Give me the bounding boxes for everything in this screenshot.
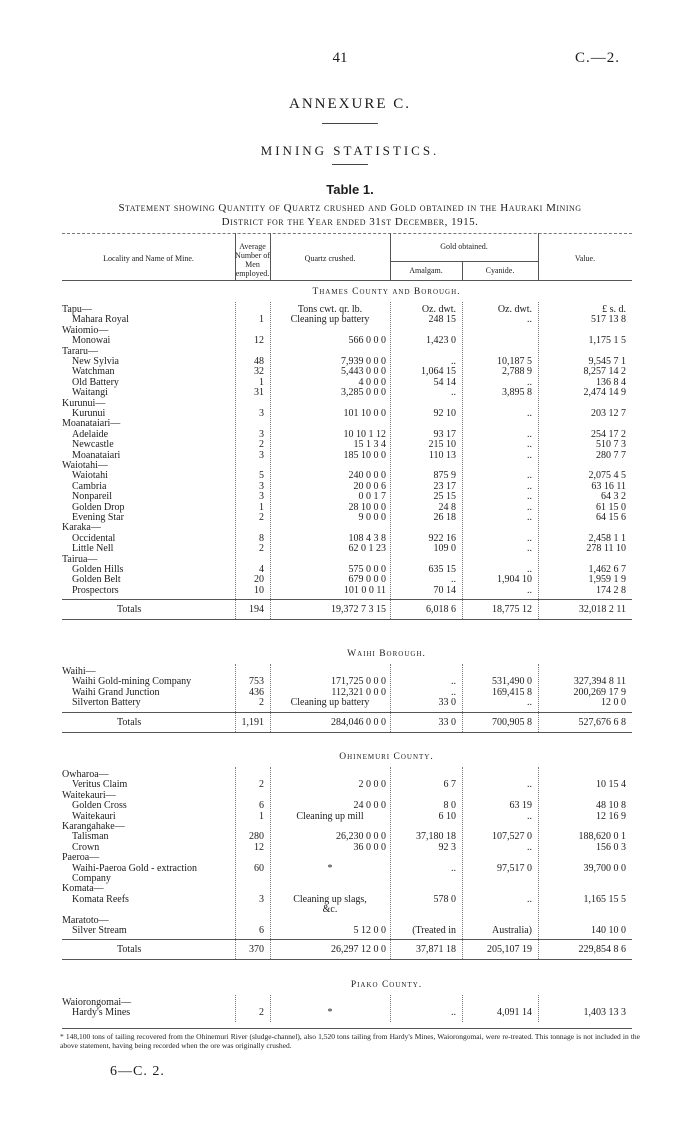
gold-cyanide: .. xyxy=(527,480,532,492)
quartz-crushed: 108 4 3 8 xyxy=(348,532,386,544)
gold-amalgam: .. xyxy=(451,862,456,874)
men-employed: 6 xyxy=(259,925,264,936)
table-rule xyxy=(62,599,632,600)
men-employed: 48 xyxy=(254,356,264,367)
page-number: 41 xyxy=(332,50,348,66)
gold-amalgam: 70 14 xyxy=(433,584,456,596)
gold-cyanide: Australia) xyxy=(492,925,532,936)
value: 140 10 0 xyxy=(591,925,626,936)
locality-group: Tapu— xyxy=(62,304,92,315)
men-employed: 1 xyxy=(259,376,264,388)
quartz-crushed: 26,230 0 0 0 xyxy=(336,831,386,843)
men-employed: 5 xyxy=(259,470,264,482)
gold-amalgam: 92 10 xyxy=(433,408,456,419)
totals-label: Totals xyxy=(117,944,142,956)
table-title-line-2: District for the Year ended 31st December, 1915. xyxy=(221,216,479,228)
quartz-crushed: 2 0 0 0 xyxy=(358,779,386,791)
value: 510 7 3 xyxy=(596,439,626,451)
table-rule xyxy=(62,712,632,713)
totals-quartz: 284,046 0 0 0 xyxy=(331,716,386,728)
annexure-heading: ANNEXURE C. xyxy=(289,96,411,112)
men-employed: 1 xyxy=(259,314,264,326)
unit-value: £ s. d. xyxy=(602,304,626,315)
value: 9,545 7 1 xyxy=(588,356,626,367)
column-rule xyxy=(235,995,237,1022)
value: 280 7 7 xyxy=(596,449,626,461)
gold-amalgam: .. xyxy=(451,387,456,399)
men-employed: 12 xyxy=(254,841,264,853)
gold-cyanide: .. xyxy=(527,779,532,791)
men-employed: 3 xyxy=(259,480,264,492)
section-title: Waihi Borough. xyxy=(347,649,426,659)
value: 2,474 14 9 xyxy=(583,387,626,399)
gold-cyanide: .. xyxy=(527,376,532,388)
value: 63 16 11 xyxy=(591,480,626,492)
value: 64 3 2 xyxy=(601,491,626,503)
value: 39,700 0 0 xyxy=(583,862,626,874)
section-title: Piako County. xyxy=(350,980,423,990)
table-rule xyxy=(62,939,632,940)
column-rule xyxy=(270,767,272,959)
totals-label: Totals xyxy=(117,716,142,728)
value: 174 2 8 xyxy=(596,584,626,596)
quartz-crushed: 101 0 0 11 xyxy=(343,584,386,596)
column-rule xyxy=(390,302,392,619)
quartz-crushed: 240 0 0 0 xyxy=(348,470,386,482)
gold-cyanide: .. xyxy=(527,408,532,419)
footer-reference: 6—C. 2. xyxy=(110,1064,165,1079)
men-employed: 753 xyxy=(249,676,264,688)
men-employed: 4 xyxy=(259,564,264,575)
gold-amalgam: .. xyxy=(451,1007,456,1019)
men-employed: 2 xyxy=(259,512,264,523)
locality-group: Waiorongomai— xyxy=(62,997,132,1008)
column-rule xyxy=(462,302,464,619)
gold-cyanide: .. xyxy=(527,314,532,326)
mine-name: Hardy's Mines xyxy=(72,1007,131,1019)
mine-name: Moanataiari xyxy=(72,449,121,461)
locality-group: Waihi— xyxy=(62,666,96,677)
men-employed: 2 xyxy=(259,439,264,451)
column-rule xyxy=(270,302,272,619)
totals-men: 370 xyxy=(249,944,264,956)
quartz-crushed: 28 10 0 0 xyxy=(348,501,386,513)
men-employed: 8 xyxy=(259,532,264,544)
gold-amalgam: .. xyxy=(451,574,456,586)
header-locality: Locality and Name of Mine. xyxy=(103,254,194,263)
gold-amalgam: 26 18 xyxy=(433,512,456,523)
mine-name: Newcastle xyxy=(72,439,114,451)
mine-name: Little Nell xyxy=(72,543,114,555)
gold-cyanide: .. xyxy=(527,439,532,451)
men-employed: 31 xyxy=(254,387,264,399)
quartz-crushed: 0 0 1 7 xyxy=(358,491,386,503)
column-rule xyxy=(235,302,237,619)
mine-name: Silverton Battery xyxy=(72,697,141,709)
locality-group: Waitekauri— xyxy=(62,789,116,801)
men-employed: 2 xyxy=(259,697,264,709)
mine-name: Talisman xyxy=(72,831,109,843)
totals-quartz: 19,372 7 3 15 xyxy=(331,604,386,616)
mine-name: Mahara Royal xyxy=(72,314,129,326)
gold-amalgam: 578 0 xyxy=(433,893,456,905)
header-value: Value. xyxy=(574,254,596,263)
gold-amalgam: 1,064 15 xyxy=(421,366,456,378)
value: 203 12 7 xyxy=(591,408,626,419)
quartz-crushed: 10 10 1 12 xyxy=(343,428,386,440)
column-rule xyxy=(390,995,392,1022)
quartz-crushed: 101 10 0 0 xyxy=(343,408,386,419)
gold-cyanide: .. xyxy=(527,428,532,440)
men-employed: 2 xyxy=(259,779,264,791)
locality-group: Kurunui— xyxy=(62,397,106,409)
footnote: * 148,100 tons of tailing recovered from the Ohinemuri River (sludge-channel), also 1,520 tons tailing from Hardy's Mines, Waiorongomai, were re-treated. This tonnage is not included in the above statement, having being recorded when the ore was originally crushed. xyxy=(60,1032,640,1050)
header-men-line: Men xyxy=(245,260,260,269)
value: 1,403 13 3 xyxy=(583,1007,626,1019)
column-rule xyxy=(270,664,272,732)
men-employed: 3 xyxy=(259,449,264,461)
column-rule xyxy=(270,995,272,1022)
column-rule xyxy=(462,995,464,1022)
unit-amalgam: Oz. dwt. xyxy=(421,304,456,315)
gold-amalgam: .. xyxy=(451,686,456,698)
mine-name: Golden Drop xyxy=(72,501,125,513)
gold-cyanide: 97,517 0 xyxy=(497,862,532,874)
men-employed: 12 xyxy=(254,335,264,347)
locality-group: Komata— xyxy=(62,883,104,895)
gold-cyanide: 2,788 9 xyxy=(502,366,532,378)
gold-cyanide: .. xyxy=(527,564,532,575)
totals-men: 1,191 xyxy=(241,716,264,728)
gold-amalgam: 1,423 0 xyxy=(426,335,456,347)
gold-cyanide: .. xyxy=(527,810,532,822)
totals-men: 194 xyxy=(249,604,264,616)
mine-name: Kurunui xyxy=(72,408,106,419)
mine-name: Waihi Gold-mining Company xyxy=(72,676,192,688)
quartz-crushed: 679 0 0 0 xyxy=(348,574,386,586)
column-rule xyxy=(462,767,464,959)
gold-cyanide: 3,895 8 xyxy=(502,387,532,399)
locality-group: Waiotahi— xyxy=(62,460,108,471)
gold-amalgam: 23 17 xyxy=(433,480,456,492)
value: 517 13 8 xyxy=(591,314,626,326)
quartz-crushed: &c. xyxy=(322,904,338,916)
gold-amalgam: 6 10 xyxy=(438,810,456,822)
men-employed: 3 xyxy=(259,491,264,503)
column-rule xyxy=(538,302,540,619)
value: 188,620 0 1 xyxy=(578,831,626,843)
header-quartz: Quartz crushed. xyxy=(304,254,356,263)
quartz-crushed: Cleaning up battery xyxy=(290,697,370,709)
value: 12 0 0 xyxy=(601,697,626,709)
table-rule xyxy=(390,261,538,262)
quartz-crushed: 5,443 0 0 0 xyxy=(341,366,386,378)
locality-group: Owharoa— xyxy=(62,769,109,780)
value: 10 15 4 xyxy=(596,779,626,791)
mine-name: Prospectors xyxy=(72,584,119,596)
mine-name: Company xyxy=(72,873,111,884)
gold-amalgam: 215 10 xyxy=(428,439,456,451)
mine-name: New Sylvia xyxy=(72,356,119,367)
gold-amalgam: 248 15 xyxy=(428,314,456,326)
value: 1,462 6 7 xyxy=(588,564,626,575)
quartz-crushed: 3,285 0 0 0 xyxy=(341,387,386,399)
gold-amalgam: .. xyxy=(451,356,456,367)
value: 254 17 2 xyxy=(591,428,626,440)
mine-name: Watchman xyxy=(72,366,115,378)
totals-cyanide: 700,905 8 xyxy=(492,716,532,728)
totals-amalgam: 6,018 6 xyxy=(426,604,456,616)
value: 8,257 14 2 xyxy=(583,366,626,378)
totals-amalgam: 37,871 18 xyxy=(416,944,456,956)
gold-amalgam: 8 0 xyxy=(443,800,456,812)
value: 156 0 3 xyxy=(596,841,626,853)
gold-cyanide: .. xyxy=(527,449,532,461)
locality-group: Paeroa— xyxy=(62,852,100,864)
quartz-crushed: 171,725 0 0 0 xyxy=(331,676,386,688)
locality-group: Tairua— xyxy=(62,553,98,565)
gold-amalgam: 37,180 18 xyxy=(416,831,456,843)
header-men-line: Number of xyxy=(235,251,270,260)
quartz-crushed: Cleaning up slags, xyxy=(293,893,367,905)
header-men-employed xyxy=(235,242,270,278)
mine-name: Old Battery xyxy=(72,376,119,388)
gold-cyanide: .. xyxy=(527,512,532,523)
value: 1,175 1 5 xyxy=(588,335,626,347)
table-rule xyxy=(62,732,632,733)
value: 61 15 0 xyxy=(596,501,626,513)
mine-name: Golden Cross xyxy=(72,800,127,812)
table-title-line-1: Statement showing Quantity of Quartz crushed and Gold obtained in the Hauraki Mining xyxy=(118,202,582,214)
men-employed: 2 xyxy=(259,543,264,555)
totals-label: Totals xyxy=(117,604,142,616)
value: 1,165 15 5 xyxy=(583,893,626,905)
value: 48 10 8 xyxy=(596,800,626,812)
mine-name: Nonpareil xyxy=(72,491,112,503)
mine-name: Komata Reefs xyxy=(72,893,129,905)
value: 12 16 9 xyxy=(596,810,626,822)
value: 1,959 1 9 xyxy=(588,574,626,586)
mine-name: Monowai xyxy=(72,335,111,347)
gold-amalgam: 110 13 xyxy=(428,449,456,461)
gold-cyanide: .. xyxy=(527,470,532,482)
value: 278 11 10 xyxy=(586,543,626,555)
men-employed: 1 xyxy=(259,810,264,822)
gold-cyanide: 4,091 14 xyxy=(497,1007,532,1019)
quartz-crushed: 7,939 0 0 0 xyxy=(341,356,386,367)
men-employed: 3 xyxy=(259,893,264,905)
mine-name: Silver Stream xyxy=(72,925,127,936)
men-employed: 20 xyxy=(254,574,264,586)
gold-amalgam: 92 3 xyxy=(438,841,456,853)
gold-amalgam: .. xyxy=(451,676,456,688)
quartz-crushed: 15 1 3 4 xyxy=(353,439,386,451)
gold-cyanide: 107,527 0 xyxy=(492,831,532,843)
column-rule xyxy=(538,767,540,959)
gold-amalgam: 25 15 xyxy=(433,491,456,503)
quartz-crushed: * xyxy=(327,862,333,874)
gold-amalgam: 24 8 xyxy=(438,501,456,513)
totals-value: 32,018 2 11 xyxy=(578,604,626,616)
gold-amalgam: 33 0 xyxy=(438,697,456,709)
quartz-crushed: 4 0 0 0 xyxy=(358,376,386,388)
totals-quartz: 26,297 12 0 0 xyxy=(331,944,386,956)
section-title: Thames County and Borough. xyxy=(312,287,461,297)
quartz-crushed: 36 0 0 0 xyxy=(353,841,386,853)
gold-cyanide: 531,490 0 xyxy=(492,676,532,688)
gold-amalgam: (Treated in xyxy=(412,925,456,936)
quartz-crushed: 20 0 0 6 xyxy=(353,480,386,492)
header-men-line: Average xyxy=(239,242,266,251)
quartz-crushed: 112,321 0 0 0 xyxy=(331,686,386,698)
gold-amalgam: 922 16 xyxy=(428,532,456,544)
gold-amalgam: 109 0 xyxy=(433,543,456,555)
quartz-crushed: 575 0 0 0 xyxy=(348,564,386,575)
table-rule xyxy=(62,959,632,960)
gold-cyanide: 10,187 5 xyxy=(497,356,532,367)
section-title: Ohinemuri County. xyxy=(339,752,434,762)
header-amalgam: Amalgam. xyxy=(409,266,443,275)
locality-group: Karangahake— xyxy=(62,821,125,832)
column-rule xyxy=(390,767,392,959)
mine-name: Waihi Grand Junction xyxy=(72,686,160,698)
locality-group: Waiomio— xyxy=(62,324,109,336)
mine-name: Waitekauri xyxy=(72,810,116,822)
gold-cyanide: .. xyxy=(527,491,532,503)
column-rule xyxy=(538,995,540,1022)
value: 136 8 4 xyxy=(596,376,626,388)
gold-cyanide: .. xyxy=(527,893,532,905)
unit-quartz: Tons cwt. qr. lb. xyxy=(297,304,363,315)
totals-cyanide: 205,107 19 xyxy=(487,944,532,956)
men-employed: 60 xyxy=(254,862,264,874)
gold-amalgam: 635 15 xyxy=(428,564,456,575)
gold-cyanide: 63 19 xyxy=(509,800,532,812)
mine-name: Golden Hills xyxy=(72,564,124,575)
locality-group: Moanataiari— xyxy=(62,418,121,430)
mine-name: Golden Belt xyxy=(72,574,121,586)
quartz-crushed: 9 0 0 0 xyxy=(358,512,386,523)
value: 2,075 4 5 xyxy=(588,470,626,482)
men-employed: 2 xyxy=(259,1007,264,1019)
table-rule xyxy=(62,280,632,281)
header-cyanide: Cyanide. xyxy=(485,266,515,275)
mine-name: Crown xyxy=(72,841,100,853)
value: 2,458 1 1 xyxy=(588,532,626,544)
mine-name: Waiotahi xyxy=(72,470,108,482)
locality-group: Tararu— xyxy=(62,345,98,357)
gold-amalgam: 54 14 xyxy=(433,376,456,388)
value: 327,394 8 11 xyxy=(573,676,626,688)
totals-amalgam: 33 0 xyxy=(438,716,456,728)
quartz-crushed: Cleaning up battery xyxy=(290,314,370,326)
gold-cyanide: .. xyxy=(527,841,532,853)
gold-amalgam: 875 9 xyxy=(433,470,456,482)
quartz-crushed: 185 10 0 0 xyxy=(343,449,386,461)
gold-amalgam: 93 17 xyxy=(433,428,456,440)
mine-name: Evening Star xyxy=(72,512,124,523)
totals-value: 527,676 6 8 xyxy=(578,716,626,728)
gold-cyanide: 1,904 10 xyxy=(497,574,532,586)
value: 200,269 17 9 xyxy=(573,686,626,698)
men-employed: 3 xyxy=(259,408,264,419)
header-men-line: employed. xyxy=(235,269,270,278)
gold-cyanide: .. xyxy=(527,584,532,596)
gold-cyanide: .. xyxy=(527,532,532,544)
table-rule xyxy=(62,619,632,620)
gold-cyanide: .. xyxy=(527,543,532,555)
mine-name: Veritus Claim xyxy=(72,779,128,791)
mine-name: Cambria xyxy=(72,480,107,492)
quartz-crushed: * xyxy=(327,1007,333,1019)
mine-name: Waihi-Paeroa Gold - extraction xyxy=(72,862,197,874)
mine-name: Adelaide xyxy=(72,428,109,440)
mine-name: Occidental xyxy=(72,532,116,544)
locality-group: Karaka— xyxy=(62,522,101,534)
unit-cyanide: Oz. dwt. xyxy=(497,304,532,315)
gold-cyanide: 169,415 8 xyxy=(492,686,532,698)
men-employed: 6 xyxy=(259,800,264,812)
quartz-crushed: 5 12 0 0 xyxy=(353,925,386,936)
gold-cyanide: .. xyxy=(527,501,532,513)
table-number: Table 1. xyxy=(326,182,374,197)
quartz-crushed: Cleaning up mill xyxy=(296,810,364,822)
table-rule xyxy=(62,233,632,234)
men-employed: 10 xyxy=(254,584,264,596)
mine-name: Waitangi xyxy=(72,387,108,399)
men-employed: 3 xyxy=(259,428,264,440)
locality-group: Maratoto— xyxy=(62,914,109,926)
gold-cyanide: .. xyxy=(527,697,532,709)
quartz-crushed: 566 0 0 0 xyxy=(348,335,386,347)
quartz-crushed: 24 0 0 0 xyxy=(353,800,386,812)
men-employed: 1 xyxy=(259,501,264,513)
table-rule xyxy=(62,1028,632,1029)
totals-cyanide: 18,775 12 xyxy=(492,604,532,616)
column-rule xyxy=(235,767,237,959)
men-employed: 32 xyxy=(254,366,264,378)
men-employed: 280 xyxy=(249,831,264,843)
value: 64 15 6 xyxy=(596,512,626,523)
quartz-crushed: 62 0 1 23 xyxy=(348,543,386,555)
men-employed: 436 xyxy=(249,686,264,698)
totals-value: 229,854 8 6 xyxy=(578,944,626,956)
document-reference: C.—2. xyxy=(575,50,621,66)
mining-statistics-heading: MINING STATISTICS. xyxy=(260,143,440,158)
gold-amalgam: 6 7 xyxy=(443,779,456,791)
header-gold: Gold obtained. xyxy=(440,242,488,251)
